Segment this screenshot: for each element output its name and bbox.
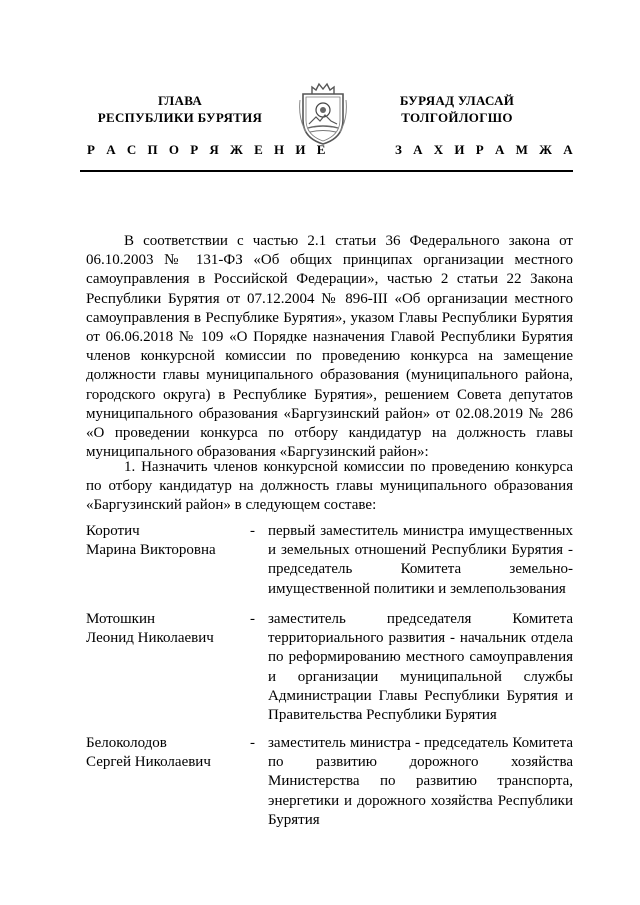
header-left-line2: РЕСПУБЛИКИ БУРЯТИЯ: [97, 110, 263, 125]
header-left: [80, 92, 280, 126]
item-1-paragraph: 1. Назначить членов конкурсной комиссии по проведению конкурса по отбору кандидатур на должность главы муниципального образования «Баргузинский район» в следующем составе:: [86, 459, 573, 514]
member-role: заместитель министра - председатель Комитета по развитию дорожного хозяйства Министерства по развитию транспорта, энергетики и дорожного хозяйства Республики Бурятия: [268, 735, 573, 828]
member-surname: Мотошкин: [86, 611, 156, 627]
member-dash: -: [250, 523, 255, 539]
member-surname: Белоколодов: [86, 735, 167, 751]
preamble-paragraph: В соответствии с частью 2.1 статьи 36 Федерального закона от 06.10.2003 № 131-ФЗ «Об общих принципах организации местного самоуправления в Российской Федерации», частью 2 статьи 22 Закона Республики Бурятия от 07.12.2004 № 896-III «Об организации местного самоуправления в Республике Бурятия», указом Главы Республики Бурятия от 06.06.2018 № 109 «О Порядке назначения Главой Республики Бурятия членов конкурсной комиссии по проведению конкурса на замещение должности главы муниципального образования (муниципального района, городского округа) в Республике Бурятия», решением Совета депутатов муниципального образования «Баргузинский район» от 02.08.2019 № 286 «О проведении конкурса по отбору кандидатур на должность главы муниципального образования «Баргузинский район»:: [86, 233, 573, 461]
doc-type-ru: Р А С П О Р Я Ж Е Н И Е: [87, 142, 330, 157]
member-given-names: Леонид Николаевич: [86, 630, 214, 647]
member-name: [86, 522, 246, 560]
header-right: [372, 92, 542, 126]
header-divider: [80, 170, 573, 172]
member-dash: -: [250, 611, 255, 627]
member-given-names: Сергей Николаевич: [86, 754, 211, 771]
coat-of-arms-icon: [296, 80, 350, 146]
member-name: [86, 610, 246, 648]
member-surname: Коротич: [86, 523, 140, 539]
header-left-line1: ГЛАВА: [157, 93, 203, 108]
member-role: заместитель председателя Комитета территориального развития - начальник отдела по реформированию местного самоуправления и организации муниципальной службы Администрации Главы Республики Бурятия и Правительства Республики Бурятия: [268, 611, 573, 724]
doc-type-bua: З А Х И Р А М Ж А: [395, 142, 577, 157]
member-name: [86, 734, 246, 772]
member-role: первый заместитель министра имущественных и земельных отношений Республики Бурятия - председатель Комитета земельно-имущественной политики и землепользования: [268, 523, 573, 597]
member-dash: -: [250, 735, 255, 751]
header-right-line1: БУРЯАД УЛАСАЙ: [399, 93, 515, 108]
member-given-names: Марина Викторовна: [86, 542, 216, 559]
header-right-line2: ТОЛГОЙЛОГШО: [401, 110, 513, 125]
